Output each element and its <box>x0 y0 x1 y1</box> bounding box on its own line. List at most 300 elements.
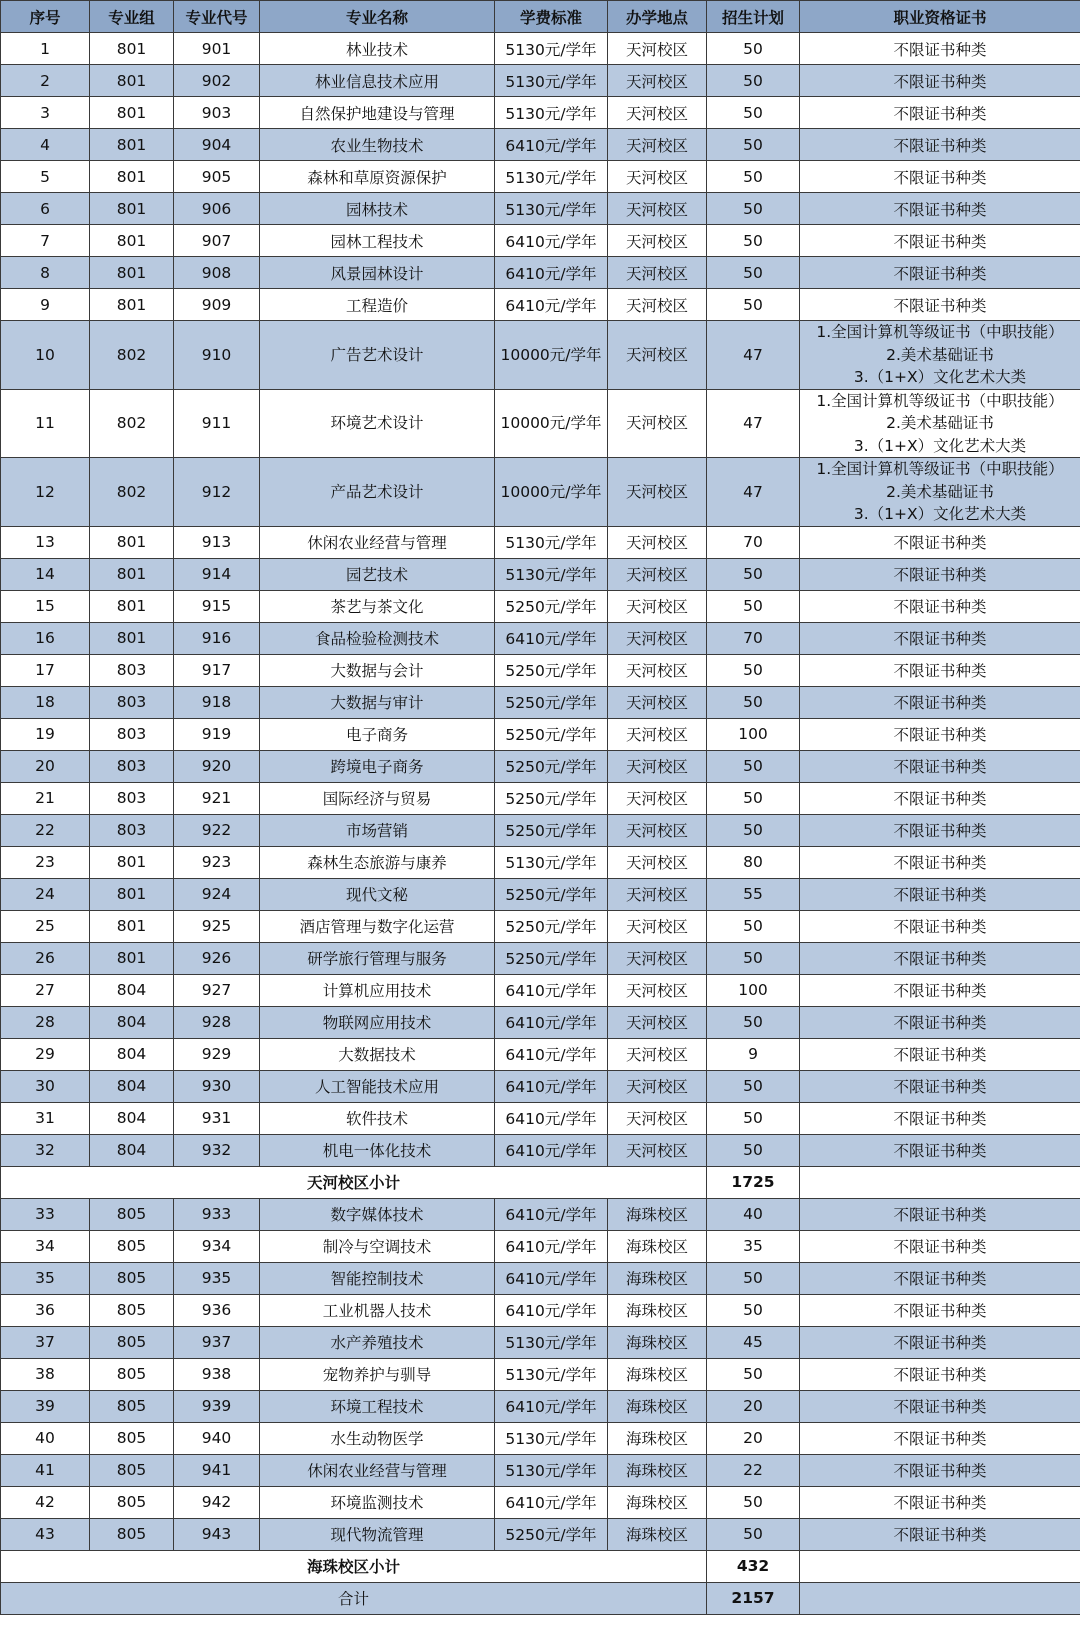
cell-campus: 天河校区 <box>608 1070 707 1102</box>
cell-tuition: 6410元/学年 <box>495 1102 608 1134</box>
cell-certificate <box>800 1390 1080 1422</box>
cell-major-group: 803 <box>90 750 174 782</box>
cell-major-code: 908 <box>174 257 260 289</box>
cell-enrollment-plan: 50 <box>707 654 800 686</box>
header-serial: 序号 <box>1 1 90 33</box>
cell-certificate <box>800 1326 1080 1358</box>
cell-tuition: 6410元/学年 <box>495 225 608 257</box>
cell-major-code: 923 <box>174 846 260 878</box>
table-row <box>1 1262 1080 1294</box>
cell-serial: 17 <box>1 654 90 686</box>
subtotal-row-haizhu <box>1 1550 1080 1582</box>
cell-serial: 2 <box>1 65 90 97</box>
cell-tuition: 5250元/学年 <box>495 782 608 814</box>
subtotal-blank-haizhu <box>800 1550 1080 1582</box>
cell-certificate <box>800 1454 1080 1486</box>
cell-serial: 25 <box>1 910 90 942</box>
cell-major-group: 804 <box>90 974 174 1006</box>
cell-certificate <box>800 782 1080 814</box>
cell-tuition: 6410元/学年 <box>495 1198 608 1230</box>
table-row <box>1 1518 1080 1550</box>
cell-certificate <box>800 1102 1080 1134</box>
cell-major-name: 环境艺术设计 <box>260 389 495 458</box>
certificate-line: 不限证书种类 <box>893 1238 987 1256</box>
cell-serial: 37 <box>1 1326 90 1358</box>
cell-enrollment-plan: 50 <box>707 1262 800 1294</box>
table-row <box>1 65 1080 97</box>
subtotal-blank-tianhe <box>800 1166 1080 1198</box>
header-major-group: 专业组 <box>90 1 174 33</box>
cell-major-code: 933 <box>174 1198 260 1230</box>
cell-enrollment-plan: 50 <box>707 1294 800 1326</box>
cell-major-group: 805 <box>90 1262 174 1294</box>
cell-major-code: 936 <box>174 1294 260 1326</box>
cell-tuition: 6410元/学年 <box>495 1486 608 1518</box>
cell-certificate <box>800 257 1080 289</box>
cell-major-name: 工程造价 <box>260 289 495 321</box>
certificate-line: 不限证书种类 <box>893 854 987 872</box>
cell-major-group: 801 <box>90 161 174 193</box>
certificate-line: 不限证书种类 <box>893 1462 987 1480</box>
cell-certificate <box>800 1262 1080 1294</box>
table-row <box>1 814 1080 846</box>
cell-enrollment-plan: 47 <box>707 458 800 527</box>
cell-certificate <box>800 846 1080 878</box>
cell-tuition: 6410元/学年 <box>495 1230 608 1262</box>
cell-major-name: 园林技术 <box>260 193 495 225</box>
certificate-line: 不限证书种类 <box>893 758 987 776</box>
cell-enrollment-plan: 9 <box>707 1038 800 1070</box>
tianhe-rows <box>1 33 1080 1167</box>
cell-enrollment-plan: 50 <box>707 129 800 161</box>
cell-enrollment-plan: 50 <box>707 161 800 193</box>
cell-major-code: 928 <box>174 1006 260 1038</box>
cell-enrollment-plan: 50 <box>707 1070 800 1102</box>
table-row <box>1 97 1080 129</box>
cell-major-group: 801 <box>90 526 174 558</box>
cell-tuition: 10000元/学年 <box>495 458 608 527</box>
cell-major-name: 人工智能技术应用 <box>260 1070 495 1102</box>
cell-campus: 天河校区 <box>608 718 707 750</box>
certificate-line: 1.全国计算机等级证书（中职技能） <box>816 460 1064 478</box>
cell-enrollment-plan: 50 <box>707 193 800 225</box>
cell-major-code: 920 <box>174 750 260 782</box>
cell-campus: 天河校区 <box>608 458 707 527</box>
cell-campus: 海珠校区 <box>608 1326 707 1358</box>
cell-campus: 天河校区 <box>608 161 707 193</box>
certificate-line: 不限证书种类 <box>893 200 987 219</box>
cell-major-code: 913 <box>174 526 260 558</box>
certificate-line: 不限证书种类 <box>893 1366 987 1384</box>
certificate-line: 不限证书种类 <box>893 1302 987 1320</box>
cell-major-code: 929 <box>174 1038 260 1070</box>
cell-major-group: 805 <box>90 1454 174 1486</box>
table-row <box>1 878 1080 910</box>
cell-certificate <box>800 942 1080 974</box>
certificate-line: 不限证书种类 <box>893 790 987 808</box>
cell-campus: 海珠校区 <box>608 1518 707 1550</box>
cell-serial: 20 <box>1 750 90 782</box>
cell-serial: 21 <box>1 782 90 814</box>
cell-enrollment-plan: 35 <box>707 1230 800 1262</box>
cell-certificate <box>800 878 1080 910</box>
cell-major-code: 938 <box>174 1358 260 1390</box>
cell-tuition: 6410元/学年 <box>495 129 608 161</box>
cell-tuition: 5130元/学年 <box>495 161 608 193</box>
certificate-line: 不限证书种类 <box>893 264 987 283</box>
cell-major-code: 914 <box>174 558 260 590</box>
cell-serial: 19 <box>1 718 90 750</box>
cell-major-code: 925 <box>174 910 260 942</box>
header-major-code: 专业代号 <box>174 1 260 33</box>
cell-campus: 海珠校区 <box>608 1454 707 1486</box>
cell-major-name: 水生动物医学 <box>260 1422 495 1454</box>
cell-enrollment-plan: 50 <box>707 65 800 97</box>
subtotal-label-haizhu: 海珠校区小计 <box>1 1550 707 1582</box>
cell-major-code: 931 <box>174 1102 260 1134</box>
cell-major-name: 森林生态旅游与康养 <box>260 846 495 878</box>
cell-enrollment-plan: 50 <box>707 782 800 814</box>
cell-tuition: 5250元/学年 <box>495 878 608 910</box>
cell-major-group: 805 <box>90 1198 174 1230</box>
cell-major-name: 国际经济与贸易 <box>260 782 495 814</box>
cell-tuition: 6410元/学年 <box>495 1134 608 1166</box>
cell-enrollment-plan: 50 <box>707 257 800 289</box>
table-row <box>1 622 1080 654</box>
cell-certificate <box>800 458 1080 527</box>
cell-tuition: 5130元/学年 <box>495 846 608 878</box>
table-row <box>1 590 1080 622</box>
cell-enrollment-plan: 20 <box>707 1422 800 1454</box>
cell-certificate <box>800 65 1080 97</box>
cell-major-group: 802 <box>90 321 174 390</box>
cell-campus: 天河校区 <box>608 193 707 225</box>
certificate-line: 不限证书种类 <box>893 168 987 187</box>
table-row <box>1 193 1080 225</box>
cell-campus: 海珠校区 <box>608 1422 707 1454</box>
cell-major-code: 935 <box>174 1262 260 1294</box>
cell-tuition: 5250元/学年 <box>495 942 608 974</box>
certificate-line: 不限证书种类 <box>893 886 987 904</box>
cell-certificate <box>800 1230 1080 1262</box>
cell-campus: 天河校区 <box>608 389 707 458</box>
cell-serial: 1 <box>1 33 90 65</box>
cell-major-code: 909 <box>174 289 260 321</box>
cell-enrollment-plan: 45 <box>707 1326 800 1358</box>
cell-serial: 29 <box>1 1038 90 1070</box>
table-row <box>1 846 1080 878</box>
cell-serial: 8 <box>1 257 90 289</box>
cell-major-code: 902 <box>174 65 260 97</box>
cell-enrollment-plan: 70 <box>707 622 800 654</box>
cell-major-group: 803 <box>90 782 174 814</box>
cell-major-name: 自然保护地建设与管理 <box>260 97 495 129</box>
cell-tuition: 5130元/学年 <box>495 1326 608 1358</box>
certificate-line: 不限证书种类 <box>893 1142 987 1160</box>
table-row <box>1 1038 1080 1070</box>
subtotal-value-tianhe: 1725 <box>707 1166 800 1198</box>
cell-enrollment-plan: 100 <box>707 974 800 1006</box>
cell-major-name: 农业生物技术 <box>260 129 495 161</box>
cell-serial: 38 <box>1 1358 90 1390</box>
haizhu-rows <box>1 1198 1080 1550</box>
cell-enrollment-plan: 50 <box>707 558 800 590</box>
cell-major-code: 910 <box>174 321 260 390</box>
cell-serial: 42 <box>1 1486 90 1518</box>
cell-tuition: 5250元/学年 <box>495 590 608 622</box>
certificate-line: 不限证书种类 <box>893 1526 987 1544</box>
cell-serial: 34 <box>1 1230 90 1262</box>
certificate-line: 不限证书种类 <box>893 662 987 680</box>
cell-major-code: 937 <box>174 1326 260 1358</box>
cell-major-group: 801 <box>90 910 174 942</box>
cell-serial: 41 <box>1 1454 90 1486</box>
cell-tuition: 5250元/学年 <box>495 750 608 782</box>
table-row <box>1 1230 1080 1262</box>
cell-certificate <box>800 389 1080 458</box>
cell-serial: 27 <box>1 974 90 1006</box>
cell-enrollment-plan: 50 <box>707 750 800 782</box>
header-major-name: 专业名称 <box>260 1 495 33</box>
header-campus: 办学地点 <box>608 1 707 33</box>
cell-certificate <box>800 1518 1080 1550</box>
cell-major-code: 930 <box>174 1070 260 1102</box>
cell-campus: 天河校区 <box>608 257 707 289</box>
subtotal-value-haizhu: 432 <box>707 1550 800 1582</box>
cell-certificate <box>800 750 1080 782</box>
cell-major-group: 802 <box>90 458 174 527</box>
summary-section <box>1 1550 1080 1614</box>
cell-campus: 海珠校区 <box>608 1262 707 1294</box>
table-row <box>1 225 1080 257</box>
certificate-line: 2.美术基础证书 <box>886 482 994 501</box>
cell-major-group: 803 <box>90 654 174 686</box>
cell-tuition: 6410元/学年 <box>495 1070 608 1102</box>
certificate-line: 不限证书种类 <box>893 296 987 315</box>
header-enrollment-plan: 招生计划 <box>707 1 800 33</box>
cell-major-code: 927 <box>174 974 260 1006</box>
header-tuition: 学费标准 <box>495 1 608 33</box>
cell-major-group: 803 <box>90 814 174 846</box>
certificate-line: 3.（1+X）文化艺术大类 <box>853 505 1027 523</box>
cell-major-code: 922 <box>174 814 260 846</box>
table-row <box>1 942 1080 974</box>
cell-major-name: 智能控制技术 <box>260 1262 495 1294</box>
cell-serial: 14 <box>1 558 90 590</box>
certificate-line: 不限证书种类 <box>893 40 987 59</box>
certificate-line: 不限证书种类 <box>893 1334 987 1352</box>
cell-tuition: 5250元/学年 <box>495 718 608 750</box>
cell-serial: 6 <box>1 193 90 225</box>
certificate-line: 不限证书种类 <box>893 1110 987 1128</box>
cell-enrollment-plan: 50 <box>707 1518 800 1550</box>
cell-serial: 22 <box>1 814 90 846</box>
certificate-line: 不限证书种类 <box>893 72 987 91</box>
cell-serial: 3 <box>1 97 90 129</box>
cell-major-group: 801 <box>90 558 174 590</box>
total-blank <box>800 1582 1080 1614</box>
table-row <box>1 1422 1080 1454</box>
cell-campus: 天河校区 <box>608 33 707 65</box>
cell-certificate <box>800 1294 1080 1326</box>
cell-major-group: 804 <box>90 1134 174 1166</box>
cell-enrollment-plan: 20 <box>707 1390 800 1422</box>
cell-major-name: 现代文秘 <box>260 878 495 910</box>
cell-enrollment-plan: 50 <box>707 1006 800 1038</box>
certificate-line: 不限证书种类 <box>893 104 987 123</box>
cell-certificate <box>800 225 1080 257</box>
cell-serial: 40 <box>1 1422 90 1454</box>
cell-enrollment-plan: 50 <box>707 97 800 129</box>
cell-enrollment-plan: 50 <box>707 814 800 846</box>
cell-major-name: 大数据技术 <box>260 1038 495 1070</box>
table-row <box>1 1198 1080 1230</box>
cell-campus: 天河校区 <box>608 814 707 846</box>
cell-major-name: 园林工程技术 <box>260 225 495 257</box>
cell-certificate <box>800 814 1080 846</box>
cell-campus: 海珠校区 <box>608 1486 707 1518</box>
cell-major-name: 园艺技术 <box>260 558 495 590</box>
cell-enrollment-plan: 50 <box>707 225 800 257</box>
cell-certificate <box>800 1486 1080 1518</box>
cell-major-name: 物联网应用技术 <box>260 1006 495 1038</box>
certificate-line: 不限证书种类 <box>893 726 987 744</box>
cell-campus: 天河校区 <box>608 782 707 814</box>
cell-major-code: 917 <box>174 654 260 686</box>
cell-tuition: 10000元/学年 <box>495 389 608 458</box>
cell-major-name: 休闲农业经营与管理 <box>260 1454 495 1486</box>
table-row <box>1 718 1080 750</box>
cell-serial: 39 <box>1 1390 90 1422</box>
certificate-line: 3.（1+X）文化艺术大类 <box>853 436 1027 455</box>
table-row <box>1 458 1080 527</box>
cell-major-code: 907 <box>174 225 260 257</box>
cell-major-group: 801 <box>90 33 174 65</box>
cell-tuition: 5130元/学年 <box>495 65 608 97</box>
cell-major-group: 801 <box>90 846 174 878</box>
table-row <box>1 910 1080 942</box>
cell-serial: 5 <box>1 161 90 193</box>
cell-tuition: 5130元/学年 <box>495 1358 608 1390</box>
cell-campus: 天河校区 <box>608 558 707 590</box>
cell-major-group: 805 <box>90 1486 174 1518</box>
total-row <box>1 1582 1080 1614</box>
cell-enrollment-plan: 47 <box>707 321 800 390</box>
table-row <box>1 257 1080 289</box>
certificate-line: 2.美术基础证书 <box>886 414 994 432</box>
cell-major-code: 941 <box>174 1454 260 1486</box>
cell-tuition: 5130元/学年 <box>495 97 608 129</box>
header-certificate: 职业资格证书 <box>800 1 1080 33</box>
cell-serial: 15 <box>1 590 90 622</box>
certificate-line: 不限证书种类 <box>893 566 987 584</box>
certificate-line: 不限证书种类 <box>893 534 987 552</box>
table-row <box>1 33 1080 65</box>
table-row <box>1 782 1080 814</box>
cell-campus: 天河校区 <box>608 1006 707 1038</box>
cell-major-code: 924 <box>174 878 260 910</box>
cell-enrollment-plan: 50 <box>707 1486 800 1518</box>
cell-campus: 天河校区 <box>608 942 707 974</box>
cell-certificate <box>800 558 1080 590</box>
table-row <box>1 289 1080 321</box>
cell-major-code: 943 <box>174 1518 260 1550</box>
table-header-row <box>1 1 1080 33</box>
certificate-line: 不限证书种类 <box>893 1046 987 1064</box>
cell-serial: 35 <box>1 1262 90 1294</box>
cell-major-group: 801 <box>90 257 174 289</box>
cell-major-group: 801 <box>90 590 174 622</box>
table-row <box>1 526 1080 558</box>
cell-campus: 天河校区 <box>608 526 707 558</box>
cell-tuition: 5130元/学年 <box>495 558 608 590</box>
table-row <box>1 654 1080 686</box>
cell-major-name: 数字媒体技术 <box>260 1198 495 1230</box>
certificate-line: 不限证书种类 <box>893 918 987 936</box>
cell-tuition: 5130元/学年 <box>495 1454 608 1486</box>
cell-major-group: 801 <box>90 289 174 321</box>
cell-enrollment-plan: 70 <box>707 526 800 558</box>
cell-major-code: 921 <box>174 782 260 814</box>
cell-major-group: 803 <box>90 718 174 750</box>
table-row <box>1 1486 1080 1518</box>
certificate-line: 不限证书种类 <box>893 630 987 648</box>
certificate-line: 不限证书种类 <box>893 136 987 155</box>
cell-serial: 4 <box>1 129 90 161</box>
cell-major-name: 计算机应用技术 <box>260 974 495 1006</box>
table-row <box>1 1102 1080 1134</box>
cell-major-code: 906 <box>174 193 260 225</box>
cell-tuition: 5250元/学年 <box>495 910 608 942</box>
tianhe-subtotal-section <box>1 1166 1080 1198</box>
cell-tuition: 6410元/学年 <box>495 289 608 321</box>
cell-serial: 36 <box>1 1294 90 1326</box>
cell-major-group: 804 <box>90 1070 174 1102</box>
cell-enrollment-plan: 50 <box>707 1102 800 1134</box>
cell-campus: 天河校区 <box>608 622 707 654</box>
total-label: 合计 <box>1 1582 707 1614</box>
cell-serial: 16 <box>1 622 90 654</box>
table-row <box>1 1006 1080 1038</box>
cell-major-name: 研学旅行管理与服务 <box>260 942 495 974</box>
cell-major-name: 大数据与审计 <box>260 686 495 718</box>
cell-campus: 天河校区 <box>608 1102 707 1134</box>
cell-major-code: 940 <box>174 1422 260 1454</box>
cell-major-code: 904 <box>174 129 260 161</box>
certificate-line: 不限证书种类 <box>893 982 987 1000</box>
cell-campus: 天河校区 <box>608 1134 707 1166</box>
cell-major-name: 茶艺与茶文化 <box>260 590 495 622</box>
cell-serial: 23 <box>1 846 90 878</box>
cell-enrollment-plan: 50 <box>707 1134 800 1166</box>
cell-major-group: 801 <box>90 129 174 161</box>
cell-certificate <box>800 321 1080 390</box>
cell-major-code: 932 <box>174 1134 260 1166</box>
cell-major-group: 801 <box>90 225 174 257</box>
certificate-line: 2.美术基础证书 <box>886 345 994 364</box>
cell-certificate <box>800 1358 1080 1390</box>
cell-major-group: 805 <box>90 1422 174 1454</box>
cell-certificate <box>800 1070 1080 1102</box>
cell-major-name: 水产养殖技术 <box>260 1326 495 1358</box>
cell-serial: 7 <box>1 225 90 257</box>
cell-major-code: 942 <box>174 1486 260 1518</box>
cell-campus: 天河校区 <box>608 974 707 1006</box>
cell-major-group: 803 <box>90 686 174 718</box>
cell-certificate <box>800 289 1080 321</box>
cell-tuition: 6410元/学年 <box>495 974 608 1006</box>
cell-major-code: 915 <box>174 590 260 622</box>
